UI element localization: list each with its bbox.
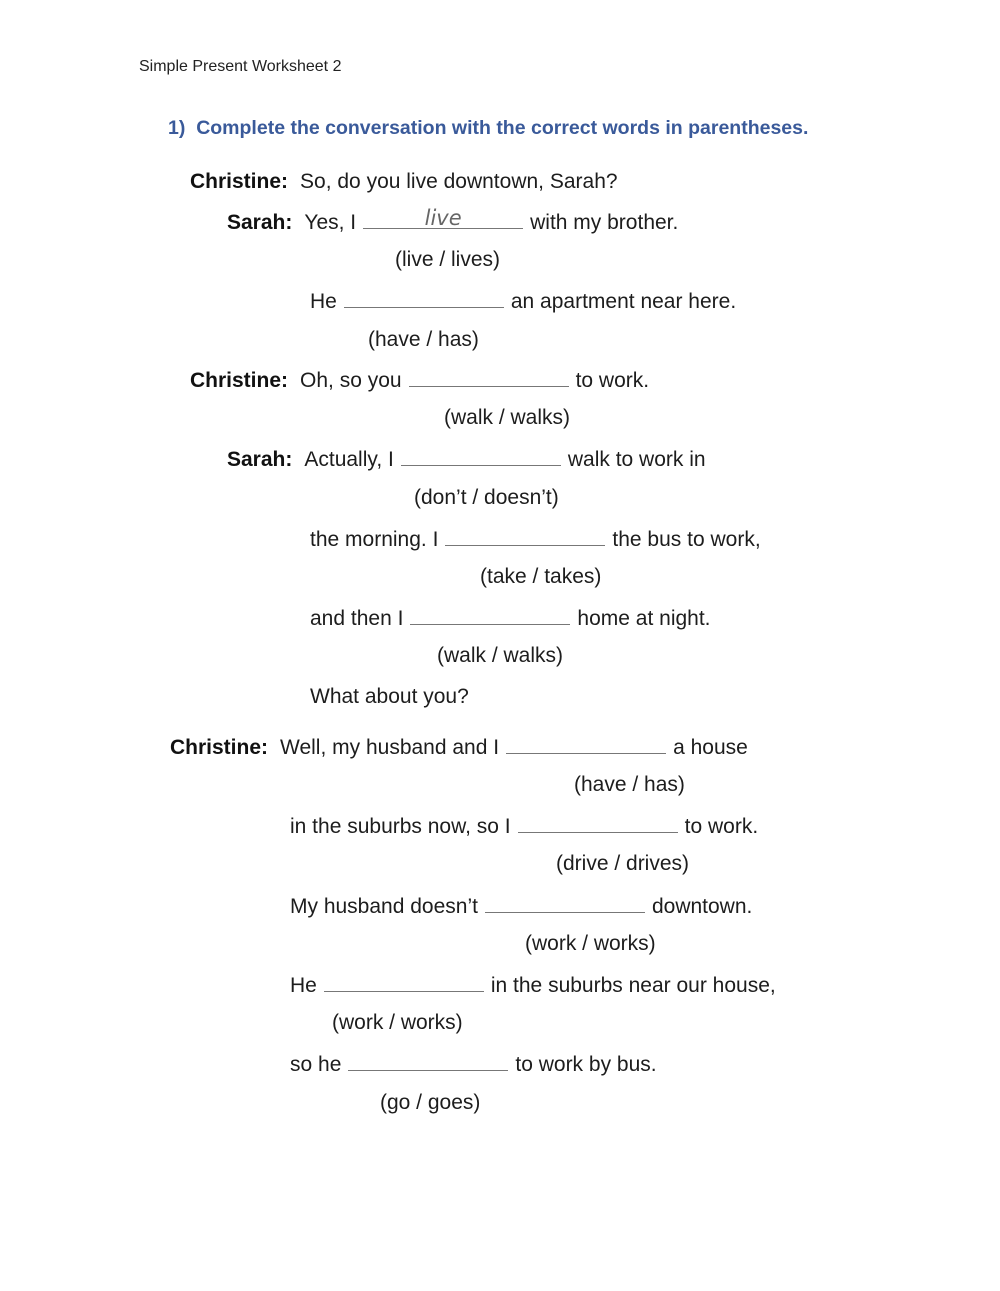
line-text-after: in the suburbs near our house,: [490, 974, 776, 997]
line-text-before: He: [290, 974, 317, 997]
line-text-after: to work by bus.: [515, 1053, 657, 1076]
line-text-before: My husband doesn’t: [290, 895, 478, 918]
dialogue-line: [227, 206, 679, 235]
verb-hint: (walk / walks): [444, 406, 571, 429]
answer-blank[interactable]: [518, 814, 678, 833]
dialogue-line: [310, 685, 469, 709]
line-text-before: and then I: [310, 607, 404, 630]
dialogue-line: [290, 814, 758, 839]
line-text-before: in the suburbs now, so I: [290, 815, 511, 838]
worksheet-header: Simple Present Worksheet 2: [139, 58, 342, 75]
dialogue-line: [310, 606, 711, 631]
dialogue-line: [290, 894, 752, 919]
line-text-before: Actually, I: [304, 448, 394, 471]
dialogue-line: [190, 368, 649, 393]
speaker-label: Sarah:: [227, 211, 293, 234]
exercise-instruction-text: Complete the conversation with the correct words in parentheses.: [196, 117, 809, 139]
line-text-after: a house: [673, 736, 748, 759]
speaker-label: Christine:: [170, 736, 269, 759]
answer-blank[interactable]: [445, 527, 605, 546]
answer-blank[interactable]: [344, 289, 504, 308]
answer-blank[interactable]: [506, 735, 666, 754]
verb-hint: (live / lives): [395, 248, 501, 271]
dialogue-line: [310, 289, 736, 314]
answer-blank[interactable]: [363, 206, 523, 230]
speaker-label: Christine:: [190, 369, 289, 392]
verb-hint: (have / has): [574, 773, 685, 796]
line-text-before: so he: [290, 1053, 342, 1076]
answer-text: live: [424, 206, 462, 230]
line-text-after: to work.: [575, 369, 650, 392]
line-text-after: to work.: [684, 815, 759, 838]
verb-hint: (walk / walks): [437, 644, 564, 667]
answer-blank[interactable]: [324, 973, 484, 992]
answer-blank[interactable]: [409, 368, 569, 387]
dialogue-line: [190, 170, 618, 194]
line-text-after: home at night.: [577, 607, 711, 630]
line-text: What about you?: [310, 685, 469, 708]
verb-hint: (take / takes): [480, 565, 602, 588]
line-text-before: Well, my husband and I: [280, 736, 500, 759]
dialogue-line: [290, 1052, 657, 1077]
verb-hint: (don’t / doesn’t): [414, 486, 559, 509]
line-text-before: Yes, I: [304, 211, 357, 234]
line-text-after: with my brother.: [530, 211, 679, 234]
speaker-label: Sarah:: [227, 448, 293, 471]
line-text-after: downtown.: [651, 895, 753, 918]
line-text-after: an apartment near here.: [510, 290, 737, 313]
dialogue-line: [310, 527, 761, 552]
verb-hint: (drive / drives): [556, 852, 690, 875]
verb-hint: (work / works): [525, 932, 656, 955]
line-text-after: walk to work in: [567, 448, 706, 471]
exercise-instruction: [168, 117, 808, 140]
line-text: So, do you live downtown, Sarah?: [300, 170, 618, 193]
exercise-number: 1): [168, 117, 186, 139]
answer-blank[interactable]: [348, 1052, 508, 1071]
answer-blank[interactable]: [401, 447, 561, 466]
verb-hint: (go / goes): [380, 1091, 481, 1114]
verb-hint: (have / has): [368, 328, 479, 351]
answer-blank[interactable]: [410, 606, 570, 625]
line-text-before: He: [310, 290, 337, 313]
line-text-before: the morning. I: [310, 528, 439, 551]
dialogue-line: [170, 735, 748, 760]
verb-hint: (work / works): [332, 1011, 463, 1034]
line-text-after: the bus to work,: [612, 528, 761, 551]
line-text-before: Oh, so you: [300, 369, 402, 392]
dialogue-line: [290, 973, 776, 998]
dialogue-line: [227, 447, 706, 472]
answer-blank[interactable]: [485, 894, 645, 913]
speaker-label: Christine:: [190, 170, 289, 193]
